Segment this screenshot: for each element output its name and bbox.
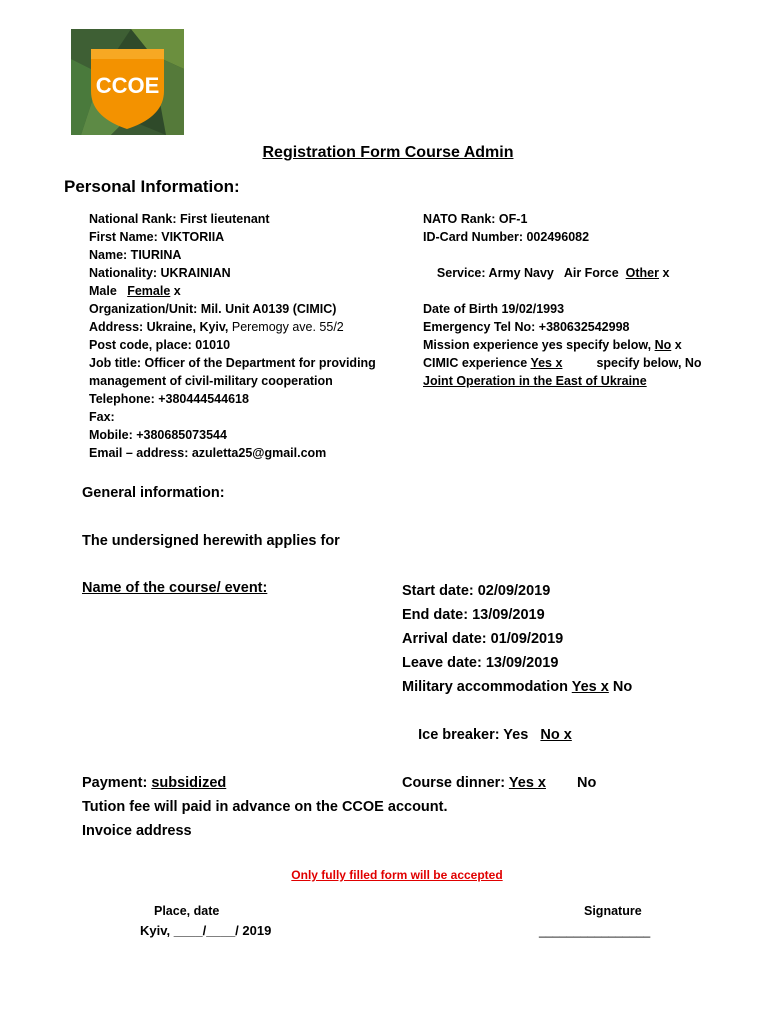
joint-operation: Joint Operation in the East of Ukraine [423, 374, 647, 388]
email: Email – address: azuletta25@gmail.com [89, 446, 327, 460]
end-date: End date: 13/09/2019 [402, 607, 545, 623]
notice-wrapper [0, 866, 768, 884]
job-title-line-2: management of civil-military cooperation [89, 374, 333, 388]
course-details [402, 579, 632, 795]
fully-filled-notice: Only fully filled form will be accepted [291, 868, 503, 882]
military-no: No [608, 679, 633, 695]
address-street: Peremogy ave. 55/2 [228, 320, 344, 334]
address-row [89, 318, 376, 336]
arrival-date: Arrival date: 01/09/2019 [402, 631, 564, 647]
service-label: Service: Army Navy Air Force [436, 266, 626, 280]
first-name: First Name: VIKTORIIA [89, 230, 225, 244]
general-information-heading: General information: [82, 485, 225, 501]
mission-no: No [654, 338, 672, 352]
payment-label: Payment: [82, 775, 152, 791]
gender-female: Female [127, 284, 171, 298]
logo-text: CCOE [95, 73, 160, 98]
nationality: Nationality: UKRAINIAN [89, 266, 231, 280]
ccoe-logo [71, 29, 184, 135]
signature-label: Signature [584, 904, 642, 918]
mission-label: Mission experience yes specify below, [423, 338, 655, 352]
payment-row [82, 771, 448, 795]
ice-breaker-label: Ice breaker: Yes [418, 727, 541, 743]
national-rank: National Rank: First lieutenant [89, 212, 270, 226]
personal-left-column [89, 210, 376, 462]
fax: Fax: [89, 410, 115, 424]
name: Name: TIURINA [89, 248, 182, 262]
place-date-value: Kyiv, ____/____/ 2019 [140, 923, 272, 938]
form-title: Registration Form Course Admin [262, 144, 514, 161]
course-dinner-yes: Yes x [508, 775, 546, 791]
service-row [423, 246, 702, 300]
invoice-address-label: Invoice address [82, 823, 192, 839]
telephone: Telephone: +380444544618 [89, 392, 249, 406]
tuition-fee-text: Tution fee will paid in advance on the CCOE account. [82, 799, 448, 815]
applies-for-text: The undersigned herewith applies for [82, 533, 340, 549]
ccoe-logo-graphic [71, 29, 184, 135]
payment-value: subsidized [151, 775, 227, 791]
start-date: Start date: 02/09/2019 [402, 583, 551, 599]
course-dinner-no: No [576, 775, 597, 791]
service-other: Other [625, 266, 659, 280]
id-card-number: ID-Card Number: 002496082 [423, 230, 590, 244]
military-yes: Yes x [571, 679, 609, 695]
gender-female-mark: x [170, 284, 181, 298]
address-label: Address: Ukraine, Kyiv, [89, 320, 229, 334]
service-mark: x [659, 266, 670, 280]
cimic-experience-row [423, 354, 702, 372]
mobile: Mobile: +380685073544 [89, 428, 227, 442]
personal-right-column [423, 210, 702, 390]
personal-information-heading: Personal Information: [64, 177, 240, 196]
nato-rank: NATO Rank: OF-1 [423, 212, 528, 226]
ice-breaker-row [402, 699, 632, 771]
cimic-rest: specify below, No [596, 356, 702, 370]
ice-breaker-no: No x [540, 727, 572, 743]
military-accommodation-row [402, 675, 632, 699]
course-dinner-label: Course dinner: [402, 775, 509, 791]
emergency-tel: Emergency Tel No: +380632542998 [423, 320, 630, 334]
date-of-birth: Date of Birth 19/02/1993 [423, 302, 565, 316]
mission-experience-row [423, 336, 702, 354]
leave-date: Leave date: 13/09/2019 [402, 655, 559, 671]
job-title-line-1: Job title: Officer of the Department for providing [89, 356, 376, 370]
cimic-yes: Yes x [530, 356, 563, 370]
cimic-label: CIMIC experience [423, 356, 531, 370]
military-label: Military accommodation [402, 679, 572, 695]
post-code: Post code, place: 01010 [89, 338, 231, 352]
gender-male: Male [89, 284, 117, 298]
place-date-label: Place, date [154, 904, 220, 918]
signature-line: ________________ [539, 924, 651, 938]
gender-row [89, 282, 376, 300]
organization-unit: Organization/Unit: Mil. Unit A0139 (CIMIC) [89, 302, 337, 316]
mission-mark: x [671, 338, 682, 352]
payment-section [82, 771, 448, 843]
course-name-label: Name of the course/ event: [82, 580, 268, 596]
